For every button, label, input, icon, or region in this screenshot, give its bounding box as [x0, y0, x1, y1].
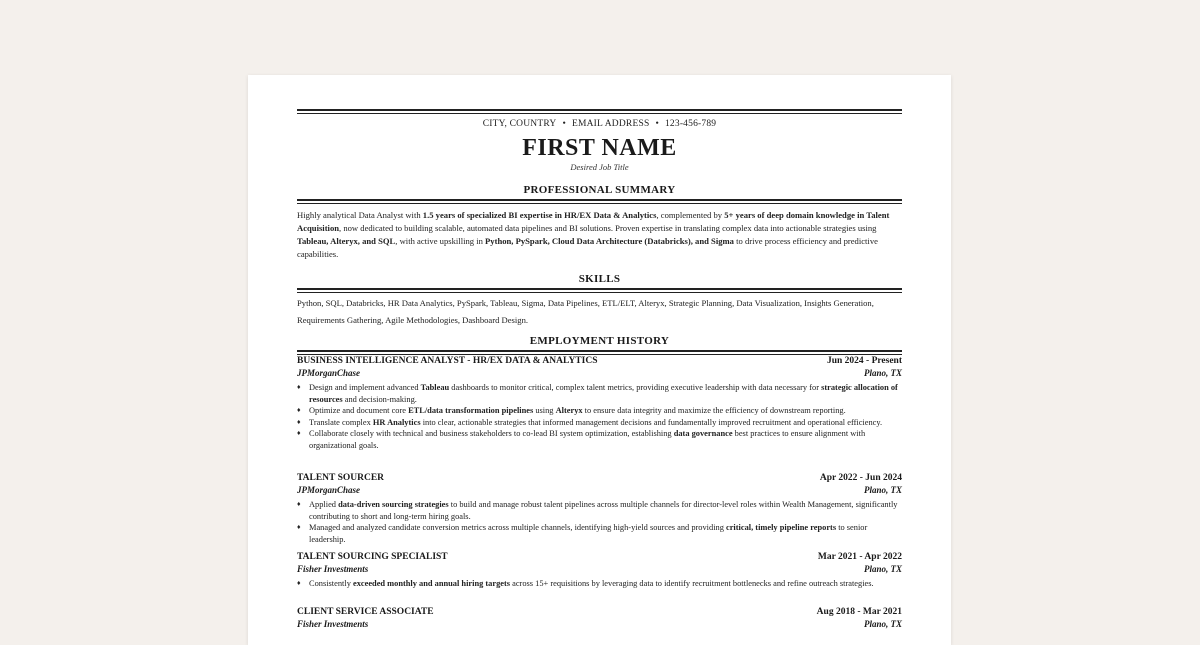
- emphasis-text: critical, timely pipeline reports: [726, 523, 837, 533]
- job-company-line: [297, 368, 902, 380]
- job-bullet: [297, 405, 902, 417]
- text-run: to ensure data integrity and maximize the efficiency of downstream reporting.: [582, 406, 846, 416]
- text-run: Translate complex: [309, 417, 373, 427]
- text-run: dashboards to monitor critical, complex talent metrics, providing executive leadership with data necessary for: [449, 383, 822, 392]
- top-divider: [297, 109, 902, 114]
- text-run: , with active upskilling in: [395, 236, 486, 246]
- summary-heading: PROFESSIONAL SUMMARY: [523, 184, 676, 196]
- employment-divider: [297, 350, 902, 355]
- contact-email: EMAIL ADDRESS: [571, 119, 650, 129]
- bullet-diamond-icon: ♦: [297, 417, 301, 426]
- text-run: across 15+ requisitions by leveraging data to identify recruitment bottlenecks and refine outreach strategies.: [510, 579, 874, 588]
- resume-page: [248, 75, 951, 645]
- skills-divider: [297, 288, 902, 293]
- job-company-line: [297, 619, 902, 631]
- summary-divider: [297, 199, 902, 204]
- text-run: Consistently: [309, 579, 353, 588]
- job-company: Fisher Investments: [297, 564, 369, 574]
- job-bullet: [297, 428, 902, 451]
- text-run: Managed and analyzed candidate conversion metrics across multiple channels, identifying high-yield sources and providing: [309, 523, 726, 533]
- job-bullets: [297, 382, 902, 452]
- job-dates: Mar 2021 - Apr 2022: [817, 552, 902, 562]
- emphasis-text: exceeded monthly and annual hiring targets: [352, 579, 511, 588]
- text-run: , complemented by: [656, 210, 725, 220]
- job-title: TALENT SOURCER: [297, 473, 385, 483]
- emphasis-text: data-driven sourcing strategies: [338, 500, 449, 509]
- text-run: to senior leadership.: [309, 523, 868, 544]
- contact-phone: 123-456-789: [664, 119, 717, 129]
- job-dates: Aug 2018 - Mar 2021: [816, 607, 902, 617]
- job-header: [297, 607, 902, 619]
- job-dates: Apr 2022 - Jun 2024: [819, 473, 902, 483]
- job-company-line: [297, 564, 902, 576]
- emphasis-text: strategic allocation of resources: [309, 383, 898, 404]
- job-bullet: [297, 382, 902, 405]
- job-dates: Jun 2024 - Present: [826, 356, 902, 366]
- job-company: JPMorganChase: [297, 368, 361, 378]
- text-run: Collaborate closely with technical and business stakeholders to co-lead BI system optimization, establishing: [309, 429, 674, 439]
- text-run: and decision-making.: [342, 394, 417, 404]
- job-location: Plano, TX: [863, 619, 902, 629]
- contact-city: CITY, COUNTRY: [482, 119, 557, 129]
- job-title: TALENT SOURCING SPECIALIST: [297, 552, 448, 562]
- job-company: JPMorganChase: [297, 485, 361, 495]
- job-company-line: [297, 485, 902, 497]
- job-title: CLIENT SERVICE ASSOCIATE: [297, 607, 434, 617]
- text-run: Design and implement advanced: [309, 383, 421, 392]
- contact-separator: •: [655, 119, 659, 129]
- emphasis-text: HR Analytics: [372, 417, 421, 427]
- employment-heading: EMPLOYMENT HISTORY: [529, 335, 670, 347]
- bullet-diamond-icon: ♦: [297, 523, 301, 532]
- summary-paragraph: [297, 209, 902, 261]
- job-bullet: [297, 499, 902, 522]
- emphasis-text: ETL/data transformation pipelines: [408, 406, 534, 416]
- job-title: BUSINESS INTELLIGENCE ANALYST - HR/EX DATA & ANALYTICS: [297, 356, 598, 366]
- job-bullet: [297, 578, 902, 590]
- text-run: into clear, actionable strategies that informed management decisions and fundamentally improved recruitment and operational efficiency.: [420, 417, 883, 427]
- text-run: , now dedicated to building scalable, automated data pipelines and BI solutions. Proven expertise in translating complex data into actionable strategies using: [339, 223, 877, 233]
- emphasis-text: data governance: [673, 429, 733, 439]
- text-run: to build and manage robust talent pipelines across multiple channels for director-level roles within Wealth Management, significantly contributing to short and long-term hiring goals.: [309, 500, 898, 521]
- job-header: [297, 552, 902, 564]
- bullet-diamond-icon: ♦: [297, 429, 301, 438]
- bullet-diamond-icon: ♦: [297, 406, 301, 415]
- job-header: [297, 356, 902, 368]
- bullet-diamond-icon: ♦: [297, 579, 301, 587]
- emphasis-text: 1.5 years of specialized BI expertise in HR/EX Data & Analytics: [422, 210, 657, 220]
- candidate-name: FIRST NAME: [522, 135, 677, 161]
- bullet-diamond-icon: ♦: [297, 383, 301, 391]
- bullet-diamond-icon: ♦: [297, 500, 301, 508]
- contact-separator: •: [562, 119, 566, 129]
- contact-line: [297, 119, 902, 129]
- job-location: Plano, TX: [863, 564, 902, 574]
- job-location: Plano, TX: [863, 368, 902, 378]
- job-location: Plano, TX: [863, 485, 902, 495]
- skills-paragraph: Python, SQL, Databricks, HR Data Analytics, PySpark, Tableau, Sigma, Data Pipelines, ETL/ELT, Alteryx, Strategic Planning, Data Visualization, Insights Generation, Requirements Gathering, Agile Methodologies, Dashboard Design.: [297, 298, 874, 325]
- text-run: Highly analytical Data Analyst with: [297, 210, 423, 220]
- skills-heading: SKILLS: [578, 273, 621, 285]
- text-run: best practices to ensure alignment with organizational goals.: [309, 429, 866, 450]
- job-bullets: [297, 578, 902, 590]
- job-bullet: [297, 417, 902, 429]
- text-run: using: [533, 406, 556, 416]
- emphasis-text: 5+ years of deep domain knowledge in Talent Acquisition: [297, 210, 890, 233]
- emphasis-text: Tableau, Alteryx, and SQL: [297, 236, 396, 246]
- text-run: Optimize and document core: [309, 406, 409, 416]
- desired-job-title: Desired Job Title: [570, 162, 629, 172]
- job-bullets: [297, 499, 902, 545]
- text-run: to drive process efficiency and predictive capabilities.: [297, 236, 878, 259]
- text-run: Applied: [309, 500, 339, 509]
- job-company: Fisher Investments: [297, 619, 369, 629]
- emphasis-text: Alteryx: [555, 406, 583, 416]
- job-bullet: [297, 522, 902, 545]
- job-header: [297, 473, 902, 485]
- emphasis-text: Tableau: [420, 383, 450, 392]
- emphasis-text: Python, PySpark, Cloud Data Architecture (Databricks), and Sigma: [485, 236, 734, 246]
